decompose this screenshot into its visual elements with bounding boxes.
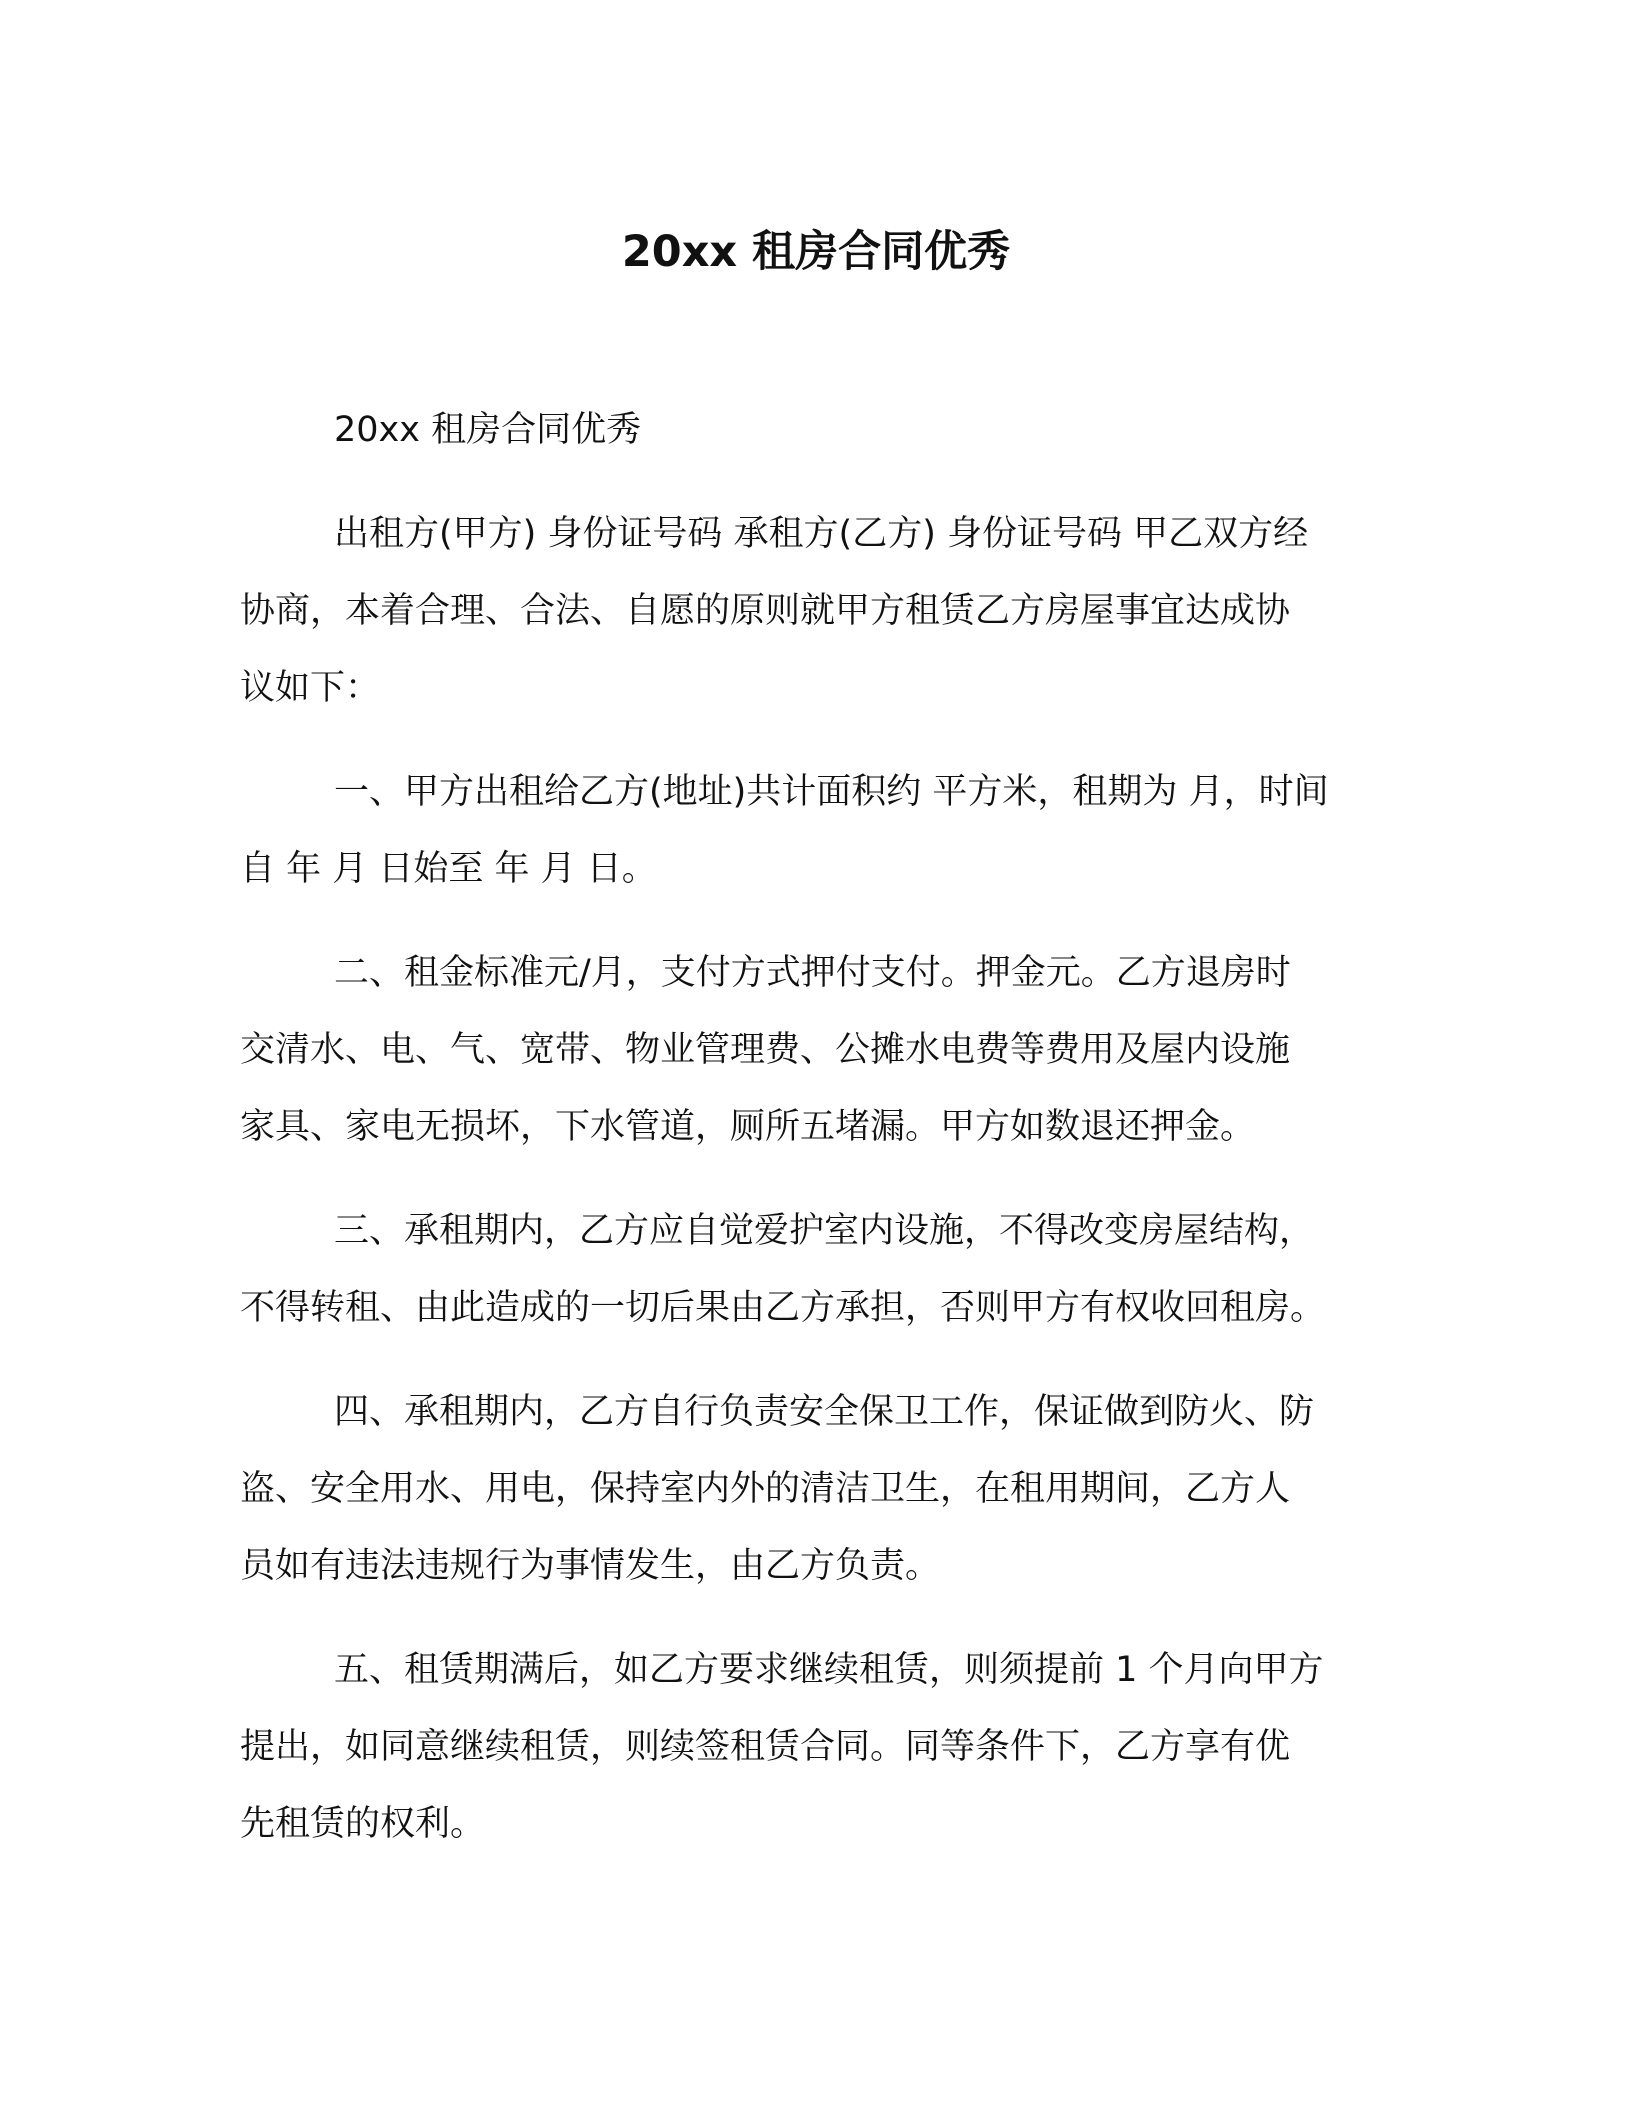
paragraph-line: 先租赁的权利。	[240, 1804, 486, 1844]
paragraph-line: 议如下：	[240, 668, 381, 708]
clause-two	[240, 935, 1390, 1166]
paragraph-line: 员如有违法违规行为事情发生，由乙方负责。	[240, 1546, 941, 1586]
paragraph-line: 四、承租期内，乙方自行负责安全保卫工作，保证做到防火、防	[334, 1392, 1315, 1432]
paragraph-line: 提出，如同意继续租赁，则续签租赁合同。同等条件下，乙方享有优	[240, 1727, 1291, 1767]
paragraph-line: 家具、家电无损坏，下水管道，厕所五堵漏。甲方如数退还押金。	[240, 1107, 1256, 1147]
paragraph-line: 一、甲方出租给乙方(地址)共计面积约 平方米，租期为 月，时间	[334, 772, 1329, 812]
paragraph-line: 盗、安全用水、用电，保持室内外的清洁卫生，在租用期间，乙方人	[240, 1469, 1291, 1509]
paragraph-line: 五、租赁期满后，如乙方要求继续租赁，则须提前 1 个月向甲方	[334, 1650, 1324, 1690]
paragraph-line: 出租方(甲方) 身份证号码 承租方(乙方) 身份证号码 甲乙双方经	[334, 514, 1309, 554]
paragraph-line: 三、承租期内，乙方应自觉爱护室内设施，不得改变房屋结构，	[334, 1211, 1315, 1251]
paragraph-line: 交清水、电、气、宽带、物业管理费、公摊水电费等费用及屋内设施	[240, 1030, 1291, 1070]
clause-five	[240, 1632, 1390, 1863]
paragraph-line: 二、租金标准元/月，支付方式押付支付。押金元。乙方退房时	[334, 953, 1291, 993]
paragraph-parties	[240, 496, 1390, 727]
document-subtitle: 20xx 租房合同优秀	[334, 410, 642, 450]
document-title: 20xx 租房合同优秀	[621, 227, 1011, 277]
paragraph-line: 不得转租、由此造成的一切后果由乙方承担，否则甲方有权收回租房。	[240, 1288, 1326, 1328]
paragraph-line: 协商，本着合理、合法、自愿的原则就甲方租赁乙方房屋事宜达成协	[240, 591, 1291, 631]
paragraph-line: 自 年 月 日始至 年 月 日。	[240, 849, 657, 889]
clause-one	[240, 754, 1390, 908]
clause-three	[240, 1193, 1390, 1347]
clause-four	[240, 1374, 1390, 1605]
document-body	[240, 392, 1390, 1890]
